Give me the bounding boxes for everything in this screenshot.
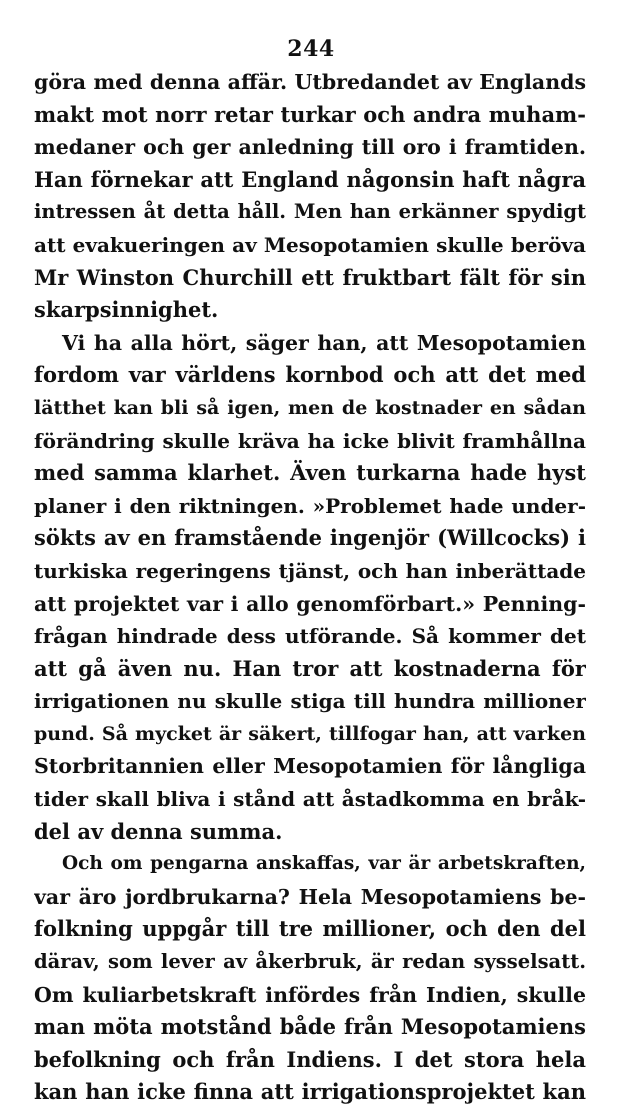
text-line: fordom var världens kornbod och att det med bbox=[34, 362, 586, 388]
text-line: planer i den riktningen. »Problemet hade under- bbox=[34, 493, 586, 518]
text-line: Han förnekar att England någonsin haft några bbox=[34, 166, 586, 192]
text-line: därav, som lever av åkerbruk, är redan sysselsatt. bbox=[34, 950, 586, 974]
text-line: folkning uppgår till tre millioner, och den del bbox=[34, 916, 586, 942]
text-line: makt mot norr retar turkar och andra muham- bbox=[34, 101, 586, 127]
text-line: Storbritannien eller Mesopotamien för långliga bbox=[34, 754, 586, 779]
text-line: att evakueringen av Mesopotamien skulle beröva bbox=[34, 232, 586, 257]
text-line: Om kuliarbetskraft infördes från Indien, skulle bbox=[34, 982, 586, 1007]
text-line-paragraph-start: Och om pengarna anskaffas, var är arbetskraften, bbox=[62, 853, 586, 875]
text-line: medaner och ger anledning till oro i framtiden. bbox=[34, 135, 586, 160]
text-line: tider skall bliva i stånd att åstadkomma en bråk- bbox=[34, 787, 586, 812]
text-line: förändring skulle kräva ha icke blivit framhållna bbox=[34, 428, 586, 453]
text-line: sökts av en framstående ingenjör (Willcocks) i bbox=[34, 525, 586, 551]
text-line: Mr Winston Churchill ett fruktbart fält för sin bbox=[34, 264, 586, 290]
text-line: med samma klarhet. Även turkarna hade hyst bbox=[34, 460, 586, 486]
text-line-paragraph-start: Vi ha alla hört, säger han, att Mesopotamien bbox=[62, 330, 586, 355]
body-text bbox=[34, 66, 586, 1109]
text-line: att gå även nu. Han tror att kostnaderna för bbox=[34, 655, 586, 681]
text-line: turkiska regeringens tjänst, och han inberättade bbox=[34, 558, 586, 583]
text-line: frågan hindrade dess utförande. Så kommer det bbox=[34, 624, 586, 649]
text-line: att projektet var i allo genomförbart.» Penning- bbox=[34, 591, 586, 616]
text-line: befolkning och från Indiens. I det stora hela bbox=[34, 1046, 586, 1072]
page-number: 244 bbox=[287, 36, 335, 62]
text-line: var äro jordbrukarna? Hela Mesopotamiens be- bbox=[34, 884, 586, 909]
text-line: man möta motstånd både från Mesopotamiens bbox=[34, 1014, 586, 1040]
text-line: pund. Så mycket är säkert, tillfogar han, att varken bbox=[34, 722, 586, 745]
text-line-paragraph-end: del av denna summa. bbox=[34, 818, 283, 844]
text-line: lätthet kan bli så igen, men de kostnader en sådan bbox=[34, 396, 586, 419]
text-line: irrigationen nu skulle stiga till hundra millioner bbox=[34, 689, 586, 714]
text-line-paragraph-end: skarpsinnighet. bbox=[34, 297, 219, 323]
text-line: intressen åt detta håll. Men han erkänner spydigt bbox=[34, 200, 586, 224]
text-line: kan han icke finna att irrigationsprojektet kan bbox=[34, 1079, 586, 1105]
text-line: göra med denna affär. Utbredandet av Englands bbox=[34, 70, 586, 94]
